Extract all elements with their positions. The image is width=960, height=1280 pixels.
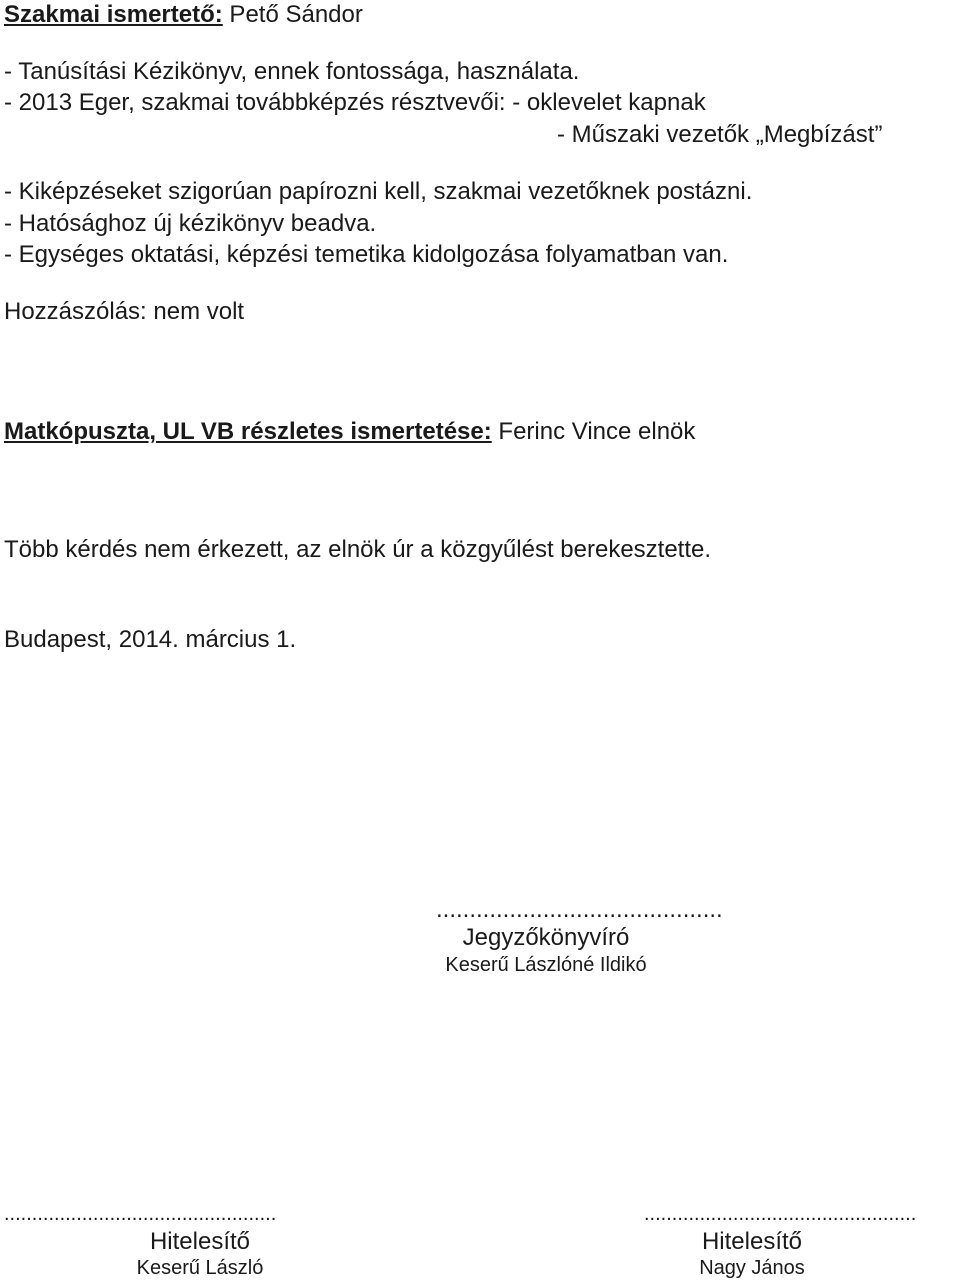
section1-item-4: - Kiképzéseket szigorúan papírozni kell, szakmai vezetőknek postázni. — [4, 178, 753, 205]
authenticator2-signature — [644, 1200, 960, 1280]
section1-heading: Szakmai ismertető: — [4, 1, 223, 28]
section2-speaker: Ferinc Vince elnök — [491, 418, 696, 445]
section1-item-6: - Egységes oktatási, képzési temetika kidolgozása folyamatban van. — [4, 241, 729, 268]
section1-item-2: - 2013 Eger, szakmai továbbképzés résztvevői: - oklevelet kapnak — [4, 89, 706, 116]
recorder-role: Jegyzőkönyvíró — [462, 924, 630, 951]
authenticator1-signature — [4, 1200, 360, 1280]
section1-heading-line — [4, 1, 363, 29]
section1-item-5: - Hatósághoz új kézikönyv beadva. — [4, 210, 377, 237]
authenticator2-name: Nagy János — [699, 1257, 805, 1279]
recorder-signature — [386, 896, 723, 977]
recorder-dots: ........................................... — [436, 896, 723, 923]
authenticator2-role: Hitelesítő — [701, 1228, 803, 1255]
authenticator1-role: Hitelesítő — [149, 1228, 251, 1255]
section1-comment: Hozzászólás: nem volt — [4, 298, 245, 325]
authenticator1-dots: ................................................. — [4, 1203, 277, 1225]
authenticator1-name: Keserű László — [136, 1257, 264, 1279]
place-date: Budapest, 2014. március 1. — [4, 626, 297, 653]
section2-heading-line — [4, 418, 695, 446]
section1-item-3: - Műszaki vezetők „Megbízást” — [557, 121, 883, 148]
authenticator2-dots: ................................................. — [644, 1203, 917, 1225]
section2-heading: Matkópuszta, UL VB részletes ismertetése: — [4, 418, 492, 445]
section1-speaker: Pető Sándor — [222, 1, 363, 28]
section1-item-1: - Tanúsítási Kézikönyv, ennek fontossága, használata. — [4, 58, 580, 85]
recorder-name: Keserű Lászlóné Ildikó — [445, 954, 647, 976]
closing-statement: Több kérdés nem érkezett, az elnök úr a közgyűlést berekesztette. — [4, 536, 712, 563]
